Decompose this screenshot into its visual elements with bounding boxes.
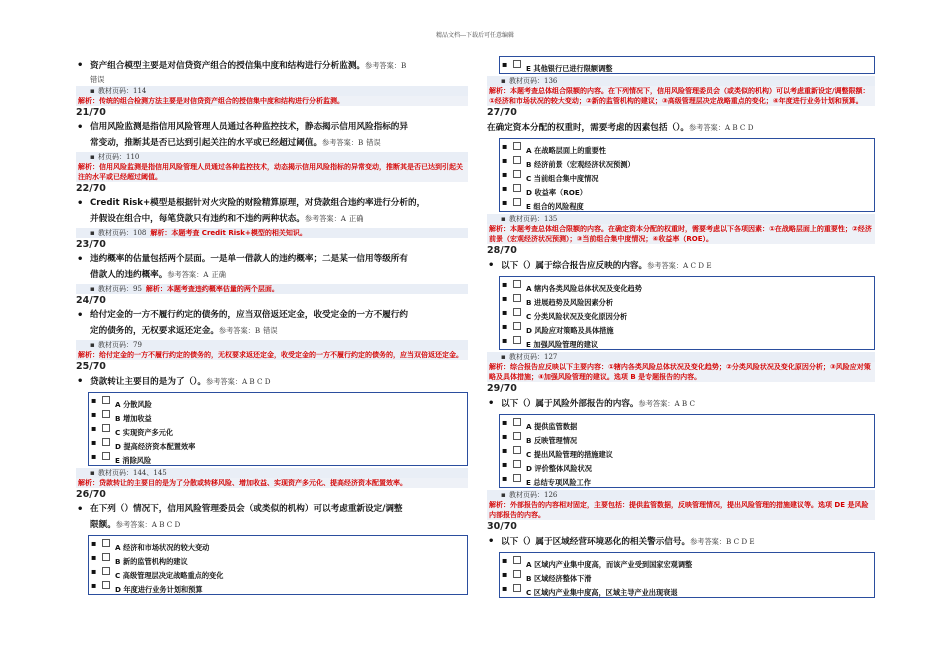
right-column [487, 56, 875, 600]
question-29 [487, 396, 875, 520]
textbook-page: ▪ 教材页码：126 [487, 490, 875, 500]
option-a[interactable]: ▪ A 在战略层面上的重要性 [502, 142, 606, 155]
textbook-page: ▪ 材页码：110 [76, 152, 468, 162]
checkbox-icon [102, 452, 110, 460]
question-text: • 给付定金的一方不履行约定的债务的，应当双倍返还定金，收受定金的一方不履行约 定的债务的，无权要求返还定金。参考答案：B 错误 [77, 310, 408, 336]
option-list [499, 552, 875, 598]
checkbox-icon [513, 336, 521, 344]
answer-result: 正确 [211, 270, 226, 279]
question-number: 28/70 [487, 245, 517, 256]
bullet-icon: • [77, 122, 84, 133]
option-a[interactable]: ▪ A 提供监管数据 [502, 418, 578, 431]
option-b[interactable]: ▪ B 进展趋势及风险因素分析 [502, 294, 614, 307]
option-list [88, 535, 468, 595]
bullet-icon: • [488, 536, 495, 547]
option-b[interactable]: ▪ B 增加收益 [91, 410, 152, 423]
question-23 [76, 252, 468, 294]
bullet-icon: • [77, 60, 84, 71]
explanation: 解析：本题考查 Credit Risk+模型的相关知识。 [150, 229, 307, 237]
checkbox-icon [102, 438, 110, 446]
option-b[interactable]: ▪ B 经济前景（宏观经济状况预测） [502, 156, 635, 169]
textbook-page: ▪ 教材页码：127 [487, 352, 875, 362]
checkbox-icon [513, 556, 521, 564]
reference-answer: 参考答案：B [322, 138, 364, 147]
question-24 [76, 308, 468, 360]
option-d[interactable]: ▪ D 提高经济资本配置效率 [91, 438, 196, 451]
bullet-icon: • [77, 198, 84, 209]
checkbox-icon [513, 584, 521, 592]
textbook-page: ▪ 教材页码：136 [487, 76, 875, 86]
answer-result: 错误 [366, 138, 381, 147]
reference-answer: 参考答案：A B C D [206, 377, 271, 386]
option-c[interactable]: ▪ C 实现资产多元化 [91, 424, 174, 437]
reference-answer: 参考答案：A [167, 270, 209, 279]
option-b[interactable]: ▪ B 反映管理情况 [502, 432, 578, 445]
question-text: • 以下（）属于风险外部报告的内容。参考答案：A B C [488, 398, 695, 409]
option-e[interactable]: ▪ E 加强风险管理的建议 [502, 336, 599, 349]
option-b[interactable]: ▪ B 区域经济整体下滑 [502, 570, 592, 583]
checkbox-icon [102, 410, 110, 418]
question-text: • 以下（）属于区域经营环境恶化的相关警示信号。参考答案：B C D E [488, 536, 755, 547]
option-c[interactable]: ▪ C 提出风险管理的措施建议 [502, 446, 613, 459]
question-number: 26/70 [76, 489, 106, 500]
checkbox-icon [513, 570, 521, 578]
option-c[interactable]: ▪ C 区域内产业集中度高，区域主导产业出现衰退 [502, 584, 678, 597]
reference-answer: 参考答案：B [365, 61, 407, 70]
option-d[interactable]: ▪ D 年度进行业务计划和预算 [91, 581, 203, 594]
checkbox-icon [513, 418, 521, 426]
question-number: 22/70 [76, 183, 106, 194]
option-d[interactable]: ▪ D 评价整体风险状况 [502, 460, 592, 473]
option-a[interactable]: ▪ A 分散风险 [91, 396, 152, 409]
textbook-page: ▪ 教材页码：79 [76, 340, 468, 350]
question-text: • Credit Risk+模型是根据针对火灾险的财险精算原理，对贷款组合违约率进行分析的， 并假设在组合中，每笔贷款只有违约和不违约两种状态。参考答案：A 正确 [77, 198, 426, 224]
option-c[interactable]: ▪ C 当前组合集中度情况 [502, 170, 599, 183]
option-list [499, 56, 875, 74]
question-number: 24/70 [76, 295, 106, 306]
answer-result: 正确 [349, 214, 364, 223]
reference-answer: 参考答案：A B C D [115, 520, 181, 529]
question-text: • 贷款转让主要目的是为了（）。参考答案：A B C D [77, 376, 271, 387]
option-e[interactable]: ▪ E 消除风险 [91, 452, 152, 465]
option-c[interactable]: ▪ C 高级管理层决定战略重点的变化 [91, 567, 224, 580]
question-text: • 资产组合模型主要是对信贷资产组合的授信集中度和结构进行分析监测。参考答案：B [77, 60, 407, 71]
question-text: • 违约概率的估量包括两个层面。一是单一借款人的违约概率；二是某一信用等级所有 借款人的违约概率。参考答案：A 正确 [77, 254, 408, 280]
bullet-icon: • [77, 254, 84, 265]
textbook-page: ▪ 教材页码：135 [487, 214, 875, 224]
checkbox-icon [513, 322, 521, 330]
textbook-page: ▪ 教材页码：95 解析：本题考查违约概率估量的两个层面。 [76, 284, 468, 294]
option-e[interactable]: ▪ E 组合的风险程度 [502, 198, 584, 211]
explanation: 解析：外部报告的内容相对固定，主要包括：提供监管数据，反映管理情况，提出风险管理的措施建议等。选项 DE 是风险内部报告的内容。 [487, 500, 875, 520]
reference-answer: 参考答案：B [218, 326, 261, 335]
checkbox-icon [513, 446, 521, 454]
question-number: 27/70 [487, 107, 517, 118]
question-27 [487, 120, 875, 244]
option-a[interactable]: ▪ A 经济和市场状况的较大变动 [91, 539, 210, 552]
reference-answer: 参考答案：B C D E [690, 537, 755, 546]
textbook-page: ▪ 教材页码：108 解析：本题考查 Credit Risk+模型的相关知识。 [76, 228, 468, 238]
option-d[interactable]: ▪ D 收益率（ROE） [502, 184, 587, 197]
answer-result: 错误 [263, 326, 278, 335]
question-30 [487, 534, 875, 598]
option-list [88, 392, 468, 466]
option-b[interactable]: ▪ B 新的监管机构的建议 [91, 553, 188, 566]
option-d[interactable]: ▪ D 风险应对策略及具体措施 [502, 322, 614, 335]
bullet-icon: • [488, 260, 495, 271]
question-number: 23/70 [76, 239, 106, 250]
textbook-page: ▪ 教材页码：114 [76, 86, 468, 96]
checkbox-icon [513, 184, 521, 192]
question-text: • 信用风险监测是指信用风险管理人员通过各种监控技术，静态揭示信用风险指标的异 常变动，推断其是否已达到引起关注的水平或已经超过阈值。参考答案：B 错误 [77, 122, 408, 148]
question-number: 25/70 [76, 361, 106, 372]
checkbox-icon [102, 553, 110, 561]
option-list [499, 414, 875, 488]
checkbox-icon [513, 280, 521, 288]
question-text: 在确定资本分配的权重时，需要考虑的因素包括（）。参考答案：A B C D [487, 123, 754, 133]
explanation: 解析：本题考查总体组合限额的内容。在下列情况下，信用风险管理委员会（或类似的机构）可以考虑重新设定/调整限额：①经济和市场状况的较大变动；②新的监管机构的建议；③高级管理层决定战略重点的变化；④年度进行业务计划和预算。 [487, 86, 875, 106]
left-column [76, 58, 468, 597]
explanation: 解析：本题考查违约概率估量的两个层面。 [145, 285, 279, 293]
question-25 [76, 374, 468, 488]
question-26 [76, 502, 468, 595]
checkbox-icon [513, 60, 521, 68]
option-c[interactable]: ▪ C 分类风险状况及变化原因分析 [502, 308, 628, 321]
bullet-icon: • [488, 398, 495, 409]
answer-result: 错误 [90, 75, 105, 84]
page-header: 精品文档---下载后可任意编辑 [435, 32, 515, 39]
checkbox-icon [513, 474, 521, 482]
reference-answer: 参考答案：A B C [638, 399, 695, 408]
checkbox-icon [513, 142, 521, 150]
question-number: 30/70 [487, 521, 517, 532]
question-22 [76, 196, 468, 238]
bullet-icon: • [77, 376, 84, 387]
checkbox-icon [102, 581, 110, 589]
option-e[interactable]: ▪ E 其他银行已进行限额调整 [502, 60, 613, 73]
checkbox-icon [513, 460, 521, 468]
explanation: 解析：综合报告应反映以下主要内容：①辖内各类风险总体状况及变化趋势；②分类风险状况及变化原因分析；③风险应对策略及具体措施；④加强风险管理的建议。选项 B 是专题报告的内容。 [487, 362, 875, 382]
question-28 [487, 258, 875, 382]
bullet-icon: • [77, 504, 84, 515]
option-a[interactable]: ▪ A 区域内产业集中度高，而该产业受到国家宏观调整 [502, 556, 693, 569]
checkbox-icon [513, 170, 521, 178]
option-a[interactable]: ▪ A 辖内各类风险总体状况及变化趋势 [502, 280, 642, 293]
checkbox-icon [102, 567, 110, 575]
bullet-icon: • [77, 310, 84, 321]
checkbox-icon [513, 198, 521, 206]
reference-answer: 参考答案：A C D E [647, 261, 712, 270]
question-21 [76, 120, 468, 182]
checkbox-icon [513, 308, 521, 316]
textbook-page: ▪ 教材页码：144、145 [76, 468, 468, 478]
option-list [499, 138, 875, 212]
question-20 [76, 58, 468, 106]
explanation: 解析：传统的组合检测方法主要是对信贷资产组合的授信集中度和结构进行分析监测。 [76, 96, 468, 106]
checkbox-icon [513, 432, 521, 440]
explanation: 解析：贷款转让的主要目的是为了分散或转移风险、增加收益、实现资产多元化、提高经济资本配置效率。 [76, 478, 468, 488]
checkbox-icon [513, 294, 521, 302]
question-26-continued [487, 56, 875, 106]
reference-answer: 参考答案：A B C D [688, 123, 754, 132]
question-text: • 以下（）属于综合报告应反映的内容。参考答案：A C D E [488, 260, 712, 271]
explanation: 解析：给付定金的一方不履行约定的债务的，无权要求返还定金，收受定金的一方不履行约定的债务的，应当双倍返还定金。 [76, 350, 468, 360]
checkbox-icon [102, 424, 110, 432]
checkbox-icon [102, 396, 110, 404]
explanation: 解析：本题考查总体组合限额的内容。在确定资本分配的权重时，需要考虑以下各项因素：①在战略层面上的重要性；②经济前景（宏观经济状况预测）；③当前组合集中度情况；④收益率（ROE）。 [487, 224, 875, 244]
explanation: 解析：信用风险监测是指信用风险管理人员通过各种监控技术，动态揭示信用风险指标的异常变动，推断其是否已达到引起关注的水平或已经超过阈值。 [76, 162, 468, 182]
option-e[interactable]: ▪ E 总结专项风险工作 [502, 474, 591, 487]
question-number: 29/70 [487, 383, 517, 394]
checkbox-icon [513, 156, 521, 164]
checkbox-icon [102, 539, 110, 547]
question-text: • 在下列（）情况下，信用风险管理委员会（或类似的机构）可以考虑重新设定/调整 限额。参考答案：A B C D [77, 504, 403, 530]
option-list [499, 276, 875, 350]
question-number: 21/70 [76, 107, 106, 118]
reference-answer: 参考答案：A [304, 214, 346, 223]
